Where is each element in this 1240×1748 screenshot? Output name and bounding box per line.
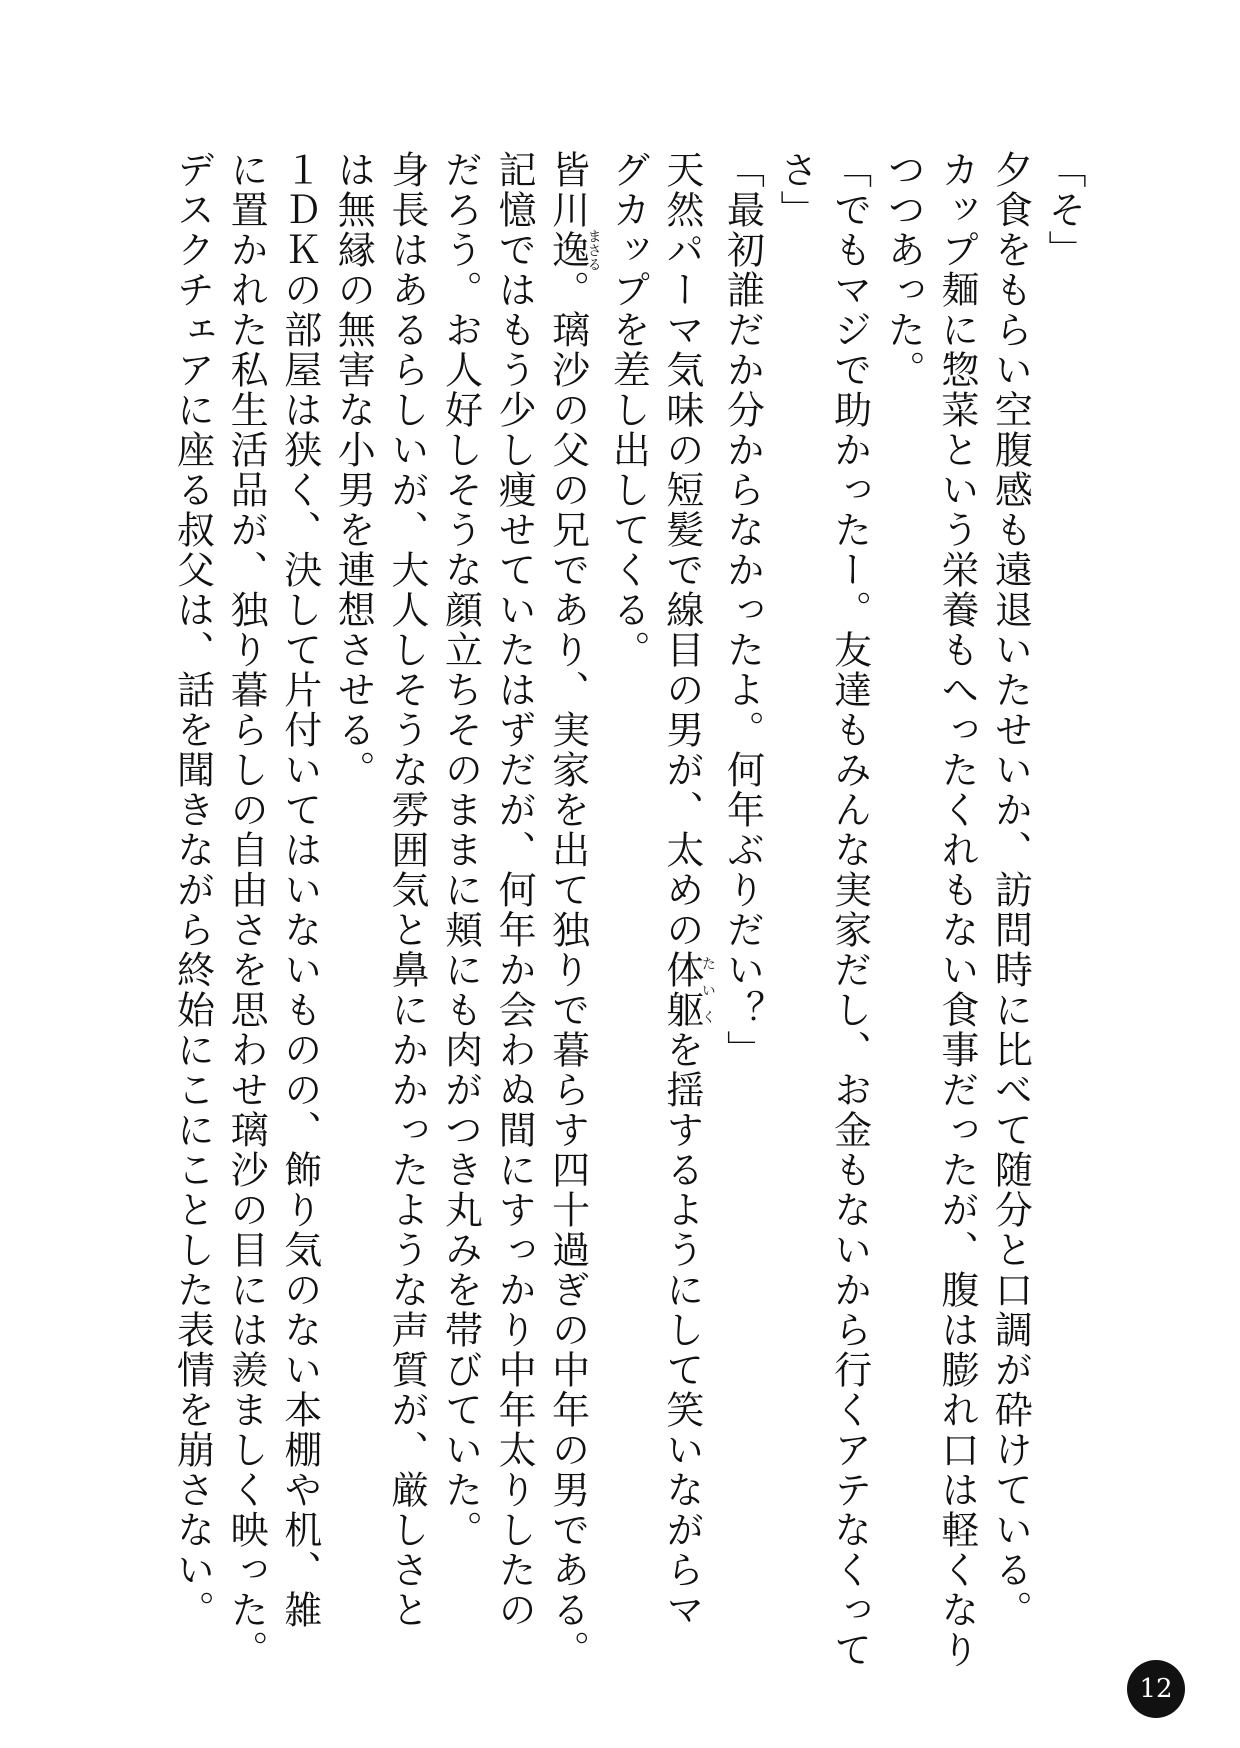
ruby-reading: まさる (585, 229, 602, 271)
ruby-reading: たいく (699, 950, 716, 1030)
text-segment: 。璃沙の父の兄であり、実家を出て独りで暮らす四十過ぎの中年の男である。 (545, 270, 590, 1670)
text-line: カップ麺に惣菜という栄養もへったくれもない食事だったが、腹は膨れ口は軽くなり (934, 150, 979, 1670)
ruby-taiku (659, 950, 716, 1030)
text-line: 夕食をもらい空腹感も遠退いたせいか、訪問時に比べて随分と口調が砕けている。 (988, 150, 1033, 1630)
text-line-with-ruby (654, 150, 716, 1630)
ruby-base: 体躯 (659, 950, 704, 1030)
text-line: グカップを差し出してくる。 (606, 150, 651, 670)
page-number-badge: 12 (1127, 1660, 1185, 1718)
ruby-masaru (545, 229, 602, 271)
text-line: 「最初誰だか分からなかったよ。何年ぶりだい？」 (720, 150, 765, 1070)
ruby-base: 逸 (545, 229, 590, 271)
text-line: １ＤＫの部屋は狭く、決して片付いてはいないものの、飾り気のない本棚や机、雑 (277, 150, 322, 1630)
text-line: 記憶ではもう少し痩せていたはずだが、何年か会わぬ間にすっかり中年太りしたの (492, 150, 537, 1630)
text-segment: 皆川 (545, 150, 590, 230)
text-line: つつあった。 (881, 150, 926, 390)
vertical-text-body (170, 150, 1090, 1670)
text-segment: 天然パーマ気味の短髪で線目の男が、太めの (659, 150, 704, 950)
text-line: さ」 (774, 150, 819, 230)
text-line: 「でもマジで助かったー。友達もみんな実家だし、お金もないから行くアテなくって (827, 150, 872, 1670)
text-segment: を揺するようにして笑いながらマ (659, 1030, 704, 1630)
text-line: は無縁の無害な小男を連想させる。 (331, 150, 376, 790)
text-line: デスクチェアに座る叔父は、話を聞きながら終始にこにことした表情を崩さない。 (170, 150, 215, 1630)
text-line: に置かれた私生活品が、独り暮らしの自由さを思わせ璃沙の目には羨ましく映った。 (224, 150, 269, 1670)
text-line: 「そ」 (1042, 150, 1086, 270)
text-line: 身長はあるらしいが、大人しそうな雰囲気と鼻にかかったような声質が、厳しさと (384, 150, 429, 1630)
text-line-with-ruby (540, 150, 602, 1670)
text-line: だろう。お人好しそうな顔立ちそのままに頬にも肉がつき丸みを帯びていた。 (438, 150, 483, 1550)
